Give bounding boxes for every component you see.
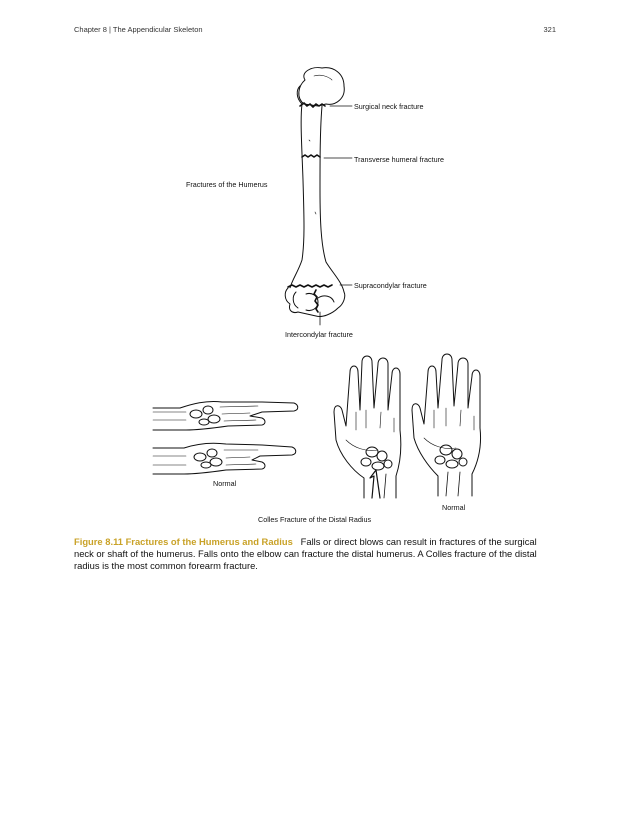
label-normal-lateral: Normal xyxy=(213,479,237,488)
lateral-wrist-illustration xyxy=(153,401,298,474)
figure-caption xyxy=(74,536,558,572)
page-number: 321 xyxy=(543,25,556,34)
caption-text: Falls or direct blows can result in fractures of the surgical neck or shaft of the humerus. Falls onto the elbow can fracture the distal humerus. A Colles fracture of the distal radius is the most common forearm fracture. xyxy=(74,536,537,571)
palmar-hand-fracture xyxy=(334,356,401,498)
palmar-hand-normal xyxy=(412,354,481,496)
label-normal-palmar: Normal xyxy=(442,503,466,512)
label-transverse-humeral-fracture: Transverse humeral fracture xyxy=(354,155,445,164)
humerus-fractures-title: Fractures of the Humerus xyxy=(186,180,268,189)
label-intercondylar-fracture: Intercondylar fracture xyxy=(285,330,353,339)
label-surgical-neck-fracture: Surgical neck fracture xyxy=(354,102,424,111)
humerus-illustration xyxy=(285,68,345,317)
label-supracondylar-fracture: Supracondylar fracture xyxy=(354,281,427,290)
colles-fracture-title: Colles Fracture of the Distal Radius xyxy=(258,515,372,524)
chapter-header: Chapter 8 | The Appendicular Skeleton xyxy=(74,25,203,34)
caption-title: Figure 8.11 Fractures of the Humerus and Radius xyxy=(74,536,293,547)
